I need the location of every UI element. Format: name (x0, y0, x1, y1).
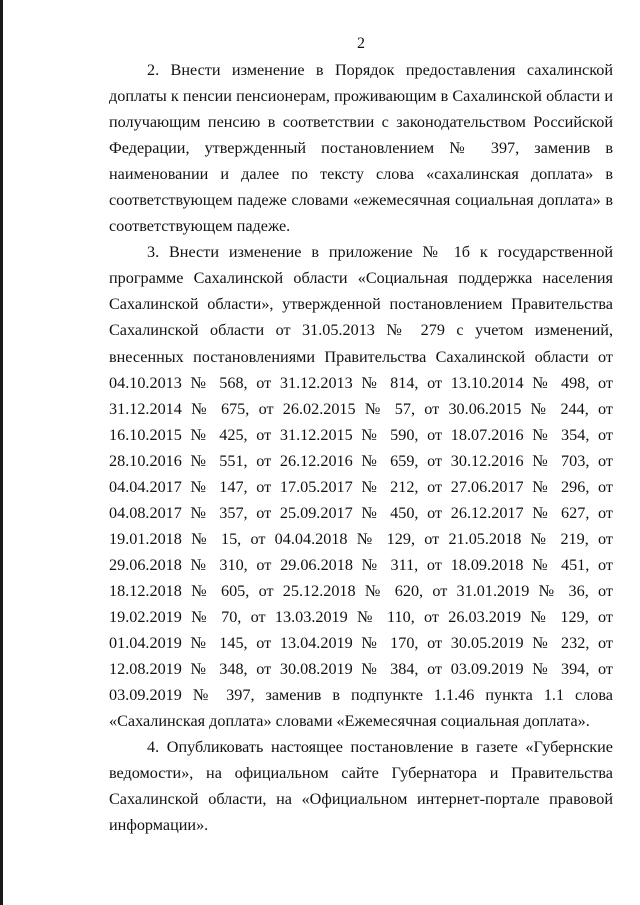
scan-border (0, 0, 3, 905)
document-body (109, 57, 613, 838)
paragraph-3: 3. Внести изменение в приложение № 1б к государственной программе Сахалинской области «Социальная поддержка населения Сахалинской области», утвержденной постановлением Правительства Сахалинской области от 31.05.2013 № 279 с учетом изменений, внесенных постановлениями Правительства Сахалинской области от 04.10.2013 № 568, от 31.12.2013 № 814, от 13.10.2014 № 498, от 31.12.2014 № 675, от 26.02.2015 № 57, от 30.06.2015 № 244, от 16.10.2015 № 425, от 31.12.2015 № 590, от 18.07.2016 № 354, от 28.10.2016 № 551, от 26.12.2016 № 659, от 30.12.2016 № 703, от 04.04.2017 № 147, от 17.05.2017 № 212, от 27.06.2017 № 296, от 04.08.2017 № 357, от 25.09.2017 № 450, от 26.12.2017 № 627, от 19.01.2018 № 15, от 04.04.2018 № 129, от 21.05.2018 № 219, от 29.06.2018 № 310, от 29.06.2018 № 311, от 18.09.2018 № 451, от 18.12.2018 № 605, от 25.12.2018 № 620, от 31.01.2019 № 36, от 19.02.2019 № 70, от 13.03.2019 № 110, от 26.03.2019 № 129, от 01.04.2019 № 145, от 13.04.2019 № 170, от 30.05.2019 № 232, от 12.08.2019 № 348, от 30.08.2019 № 384, от 03.09.2019 № 394, от 03.09.2019 № 397, заменив в подпункте 1.1.46 пункта 1.1 слова «Сахалинская доплата» словами «Ежемесячная социальная доплата». (109, 243, 613, 731)
page-number: 2 (357, 35, 365, 52)
paragraph-4: 4. Опубликовать настоящее постановление в газете «Губернские ведомости», на официальном сайте Губернатора и Правительства Сахалинской области, на «Официальном интернет-портале правовой информации». (109, 738, 613, 835)
paragraph-2: 2. Внести изменение в Порядок предоставления сахалинской доплаты к пенсии пенсионерам, проживающим в Сахалинской области и получающим пенсию в соответствии с законодательством Российской Федерации, утвержденный постановлением № 397, заменив в наименовании и далее по тексту слова «сахалинская доплата» в соответствующем падеже словами «ежемесячная социальная доплата» в соответствующем падеже. (109, 61, 613, 236)
